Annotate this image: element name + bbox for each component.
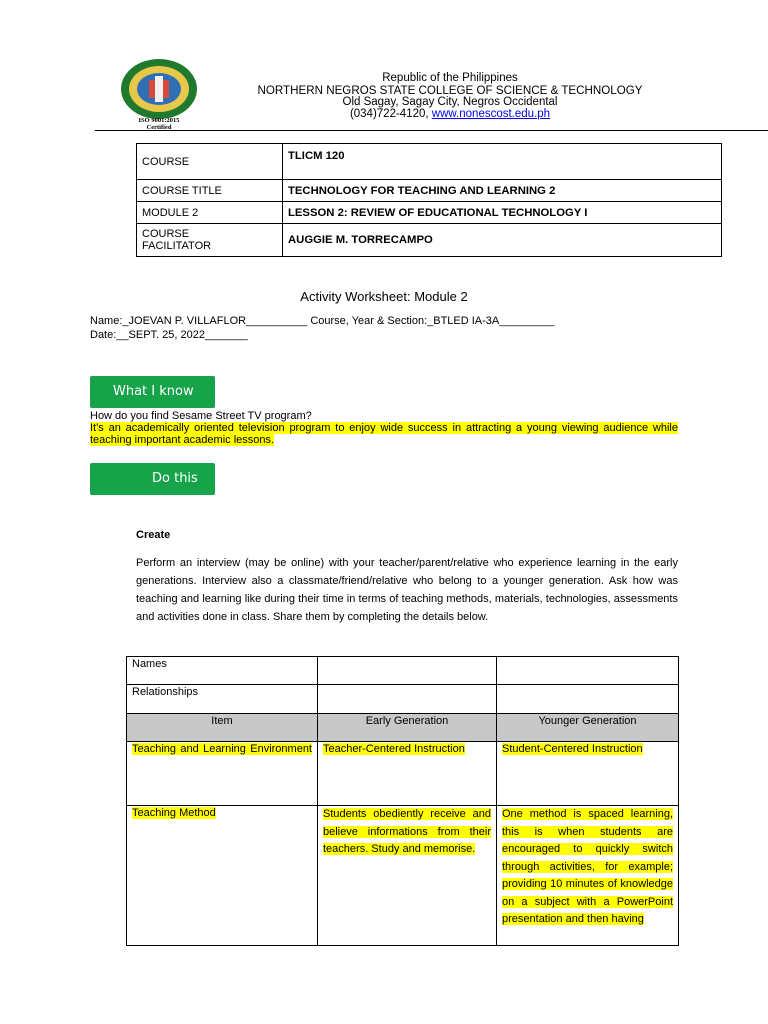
website-link[interactable]: www.nonescost.edu.ph bbox=[431, 108, 551, 120]
table-row bbox=[127, 806, 679, 946]
do-this-banner: Do this bbox=[90, 463, 215, 495]
facilitator-label: COURSE FACILITATOR bbox=[137, 224, 283, 257]
facilitator-row bbox=[137, 224, 722, 257]
younger-text: Student-Centered Instruction bbox=[502, 743, 643, 755]
early-cell[interactable] bbox=[318, 742, 497, 806]
what-i-know-question: How do you find Sesame Street TV program? bbox=[90, 410, 312, 422]
table-header-row bbox=[127, 714, 679, 742]
worksheet-title: Activity Worksheet: Module 2 bbox=[300, 289, 468, 304]
header-phone: (034)722-4120, bbox=[349, 108, 432, 120]
course-value: TLICM 120 bbox=[283, 144, 722, 180]
item-text: Teaching Method bbox=[132, 807, 216, 819]
course-label: COURSE bbox=[137, 144, 283, 180]
younger-cell[interactable] bbox=[497, 806, 679, 946]
early-cell[interactable] bbox=[318, 806, 497, 946]
item-cell bbox=[127, 806, 318, 946]
module-value: LESSON 2: REVIEW OF EDUCATIONAL TECHNOLOGY I bbox=[283, 202, 722, 224]
header-republic: Republic of the Philippines bbox=[382, 72, 518, 84]
what-i-know-banner: What I know bbox=[90, 376, 215, 408]
names-row bbox=[127, 657, 679, 685]
iso-certification-mark bbox=[131, 117, 187, 131]
iso-certified: Certified bbox=[146, 124, 172, 131]
course-info-table bbox=[136, 143, 722, 257]
module-row bbox=[137, 202, 722, 224]
name-line: Name:_JOEVAN P. VILLAFLOR__________ Course, Year & Section:_BTLED IA-3A_________ bbox=[90, 315, 555, 327]
answer-text: It's an academically oriented television program to enjoy wide success in attracting a young viewing audience while teaching important academic lessons. bbox=[90, 422, 678, 446]
what-i-know-answer bbox=[90, 422, 678, 446]
course-row bbox=[137, 144, 722, 180]
relationships-younger-cell[interactable] bbox=[497, 685, 679, 714]
create-heading: Create bbox=[136, 529, 171, 541]
header-early-generation: Early Generation bbox=[318, 714, 497, 742]
relationships-early-cell[interactable] bbox=[318, 685, 497, 714]
header-school-name: NORTHERN NEGROS STATE COLLEGE OF SCIENCE & TECHNOLOGY bbox=[257, 84, 643, 97]
course-title-label: COURSE TITLE bbox=[137, 180, 283, 202]
names-label: Names bbox=[127, 657, 318, 685]
younger-cell[interactable] bbox=[497, 742, 679, 806]
header-address: Old Sagay, Sagay City, Negros Occidental bbox=[342, 96, 558, 108]
course-title-row bbox=[137, 180, 722, 202]
table-row bbox=[127, 742, 679, 806]
item-cell bbox=[127, 742, 318, 806]
college-seal-logo bbox=[120, 58, 198, 122]
interview-table bbox=[126, 656, 679, 946]
header-younger-generation: Younger Generation bbox=[497, 714, 679, 742]
header-item: Item bbox=[127, 714, 318, 742]
facilitator-value: AUGGIE M. TORRECAMPO bbox=[283, 224, 722, 257]
iso-line: ISO 9001:2015 bbox=[138, 117, 180, 124]
date-line: Date:__SEPT. 25, 2022_______ bbox=[90, 329, 248, 341]
course-title-value: TECHNOLOGY FOR TEACHING AND LEARNING 2 bbox=[283, 180, 722, 202]
instructions-paragraph: Perform an interview (may be online) with your teacher/parent/relative who experience learning in the early generations. Interview also a classmate/friend/relative who belong to a younger generation. Ask how was teaching and learning like during their time in terms of teaching methods, materials, technologies, assessments and activities done in class. Share them by completing the details below. bbox=[136, 557, 678, 623]
early-text: Teacher-Centered Instruction bbox=[323, 743, 465, 755]
names-early-cell[interactable] bbox=[318, 657, 497, 685]
early-text: Students obediently receive and believe informations from their teachers. Study and memorise. bbox=[323, 808, 491, 855]
relationships-row bbox=[127, 685, 679, 714]
module-label: MODULE 2 bbox=[137, 202, 283, 224]
item-text: Teaching and Learning Environment bbox=[132, 743, 312, 755]
relationships-label: Relationships bbox=[127, 685, 318, 714]
header-divider bbox=[95, 130, 768, 131]
younger-text: One method is spaced learning, this is when students are encouraged to quickly switch through activities, for example; providing 10 minutes of knowledge on a subject with a PowerPoint presentation and then having bbox=[502, 808, 673, 925]
names-younger-cell[interactable] bbox=[497, 657, 679, 685]
header-contact bbox=[190, 108, 710, 121]
